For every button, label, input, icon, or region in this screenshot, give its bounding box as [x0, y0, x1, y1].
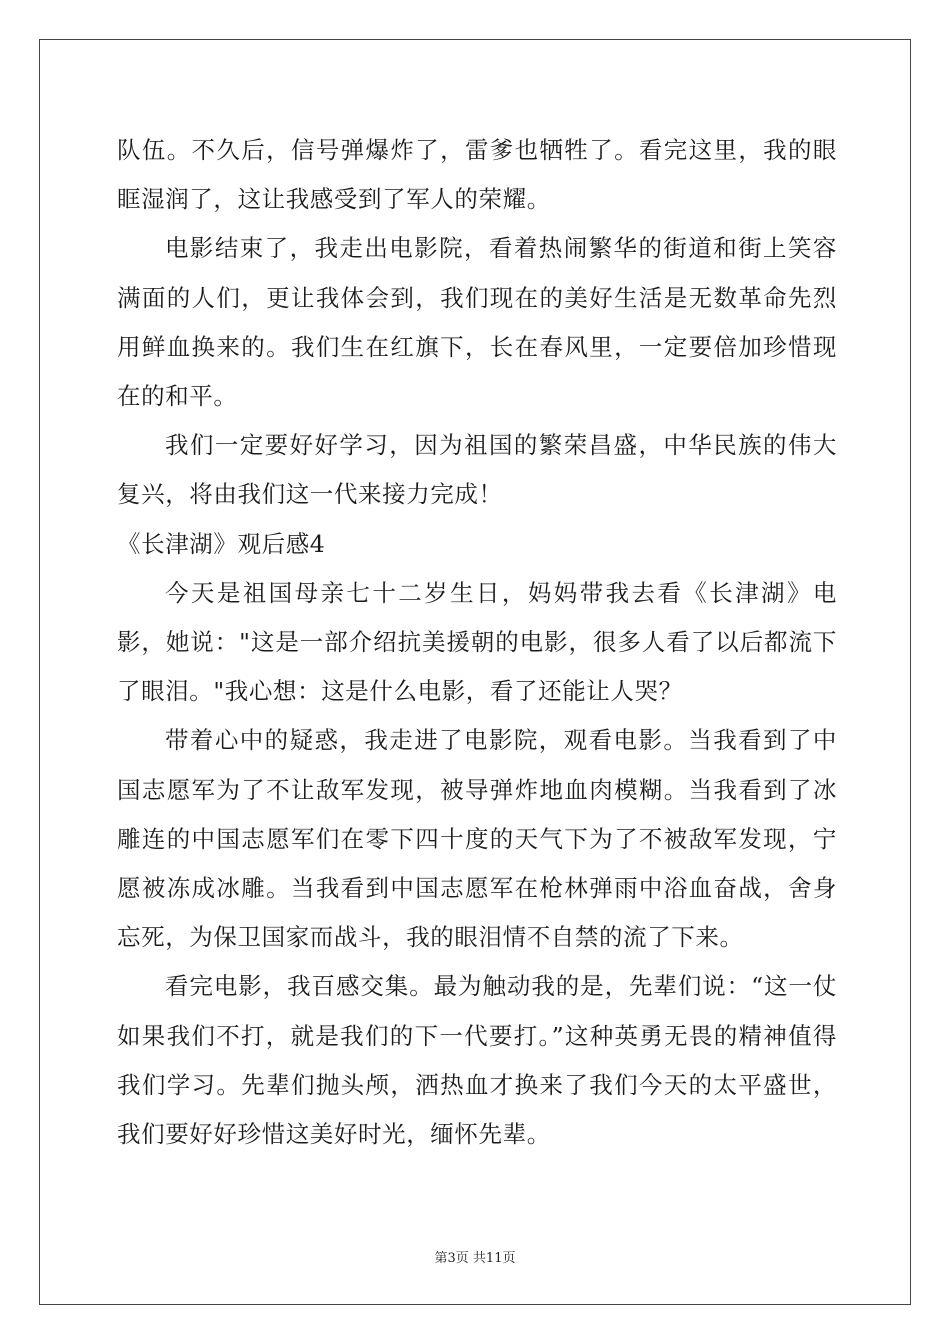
page-number: 第3页 共11页 [434, 1251, 516, 1266]
paragraph-3: 我们一定要好好学习，因为祖国的繁荣昌盛，中华民族的伟大复兴，将由我们这一代来接力完成！ [117, 431, 837, 509]
paragraph-4: 今天是祖国母亲七十二岁生日，妈妈带我去看《长津湖》电影，她说："这是一部介绍抗美援朝的电影，很多人看了以后都流下了眼泪。"我心想：这是什么电影，看了还能让人哭？ [117, 578, 837, 706]
paragraph-1: 队伍。不久后，信号弹爆炸了，雷爹也牺牲了。看完这里，我的眼眶湿润了，这让我感受到了军人的荣耀。 [117, 136, 837, 214]
document-body [117, 126, 837, 1159]
paragraph-5: 带着心中的疑惑，我走进了电影院，观看电影。当我看到了中国志愿军为了不让敌军发现，被导弹炸地血肉模糊。当我看到了冰雕连的中国志愿军们在零下四十度的天气下为了不被敌军发现，宁愿被冻成冰雕。当我看到中国志愿军在枪林弹雨中浴血奋战，舍身忘死，为保卫国家而战斗，我的眼泪情不自禁的流了下来。 [117, 726, 837, 952]
paragraph-2: 电影结束了，我走出电影院，看着热闹繁华的街道和街上笑容满面的人们，更让我体会到，我们现在的美好生活是无数革命先烈用鲜血换来的。我们生在红旗下，长在春风里，一定要倍加珍惜现在的和平。 [117, 234, 837, 411]
paragraph-6: 看完电影，我百感交集。最为触动我的是，先辈们说：“这一仗如果我们不打，就是我们的下一代要打。”这种英勇无畏的精神值得我们学习。先辈们抛头颅，洒热血才换来了我们今天的太平盛世，我们要好好珍惜这美好时光，缅怀先辈。 [117, 972, 837, 1149]
section-heading: 《长津湖》观后感4 [117, 529, 326, 558]
